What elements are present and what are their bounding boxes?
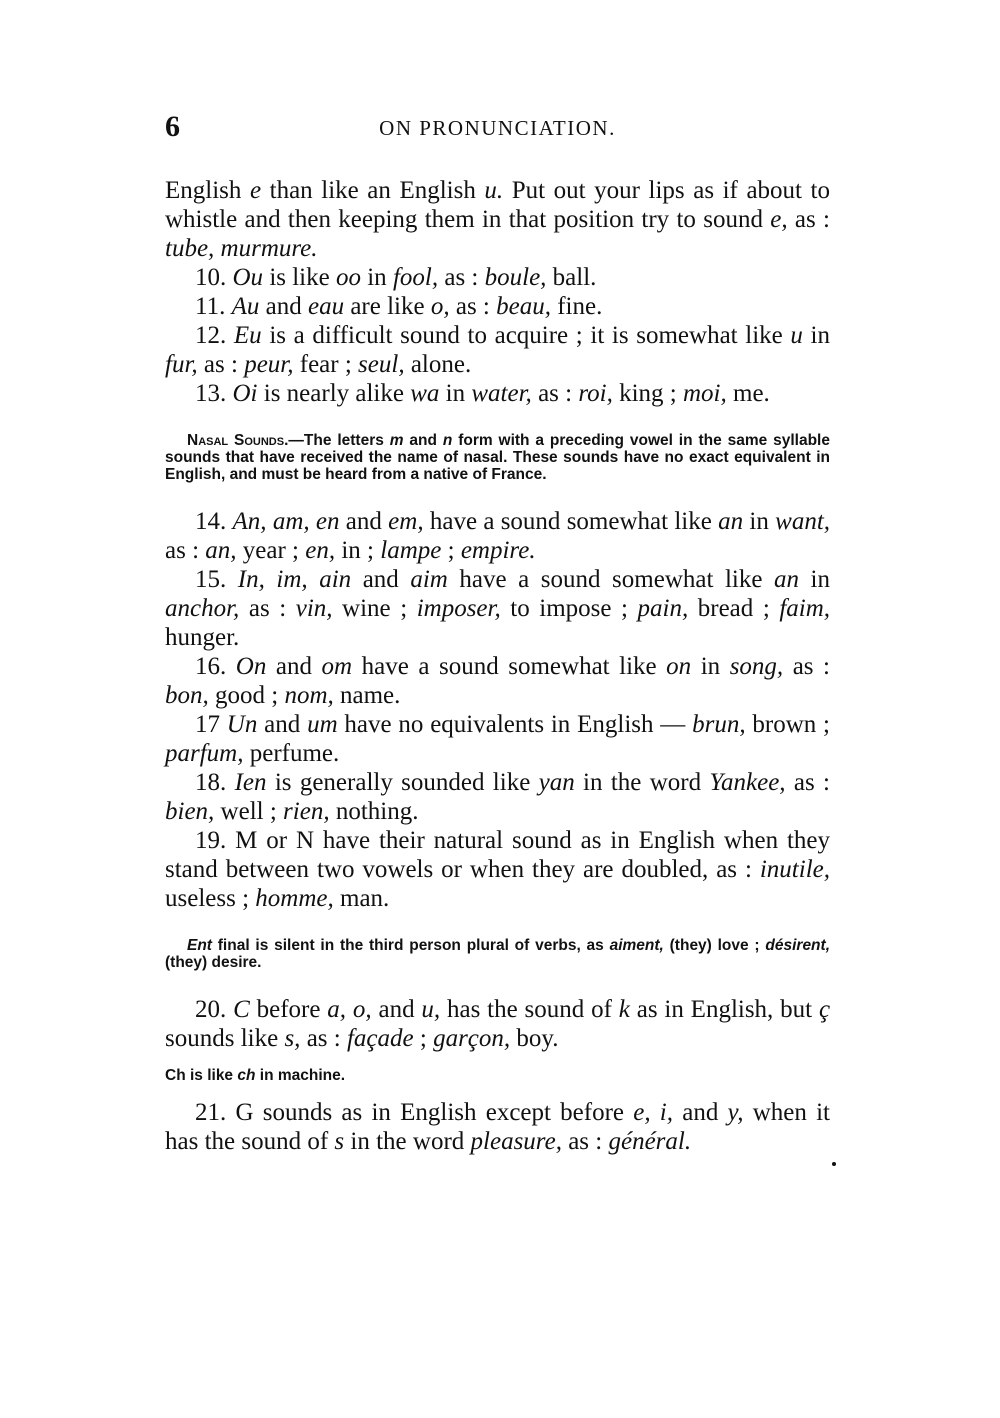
italic-run: boule, [484, 264, 547, 291]
text-run: in [799, 566, 830, 593]
paragraph-18 [165, 768, 830, 826]
italic-run: water, [471, 380, 532, 407]
text-run: brown ; [745, 711, 830, 738]
text-run: is generally sounded like [266, 769, 539, 796]
text-run: final is silent in the third person plural of verbs, as [211, 937, 610, 954]
italic-run: Yankee, [709, 769, 786, 796]
text-run: English [165, 177, 250, 204]
italic-run: s [334, 1128, 345, 1155]
italic-run: an [774, 566, 799, 593]
italic-run: Un [226, 711, 258, 738]
italic-run: fool, [392, 264, 439, 291]
text-run: Ch is like [165, 1067, 238, 1084]
ink-speck [832, 1162, 836, 1166]
italic-run: ch [237, 1067, 256, 1084]
italic-run: a, o, [327, 996, 372, 1023]
italic-run: beau, [496, 293, 551, 320]
text-run: and [259, 293, 308, 320]
text-run: in [743, 508, 776, 535]
text-run: as : [783, 653, 831, 680]
text-run: in the word [344, 1128, 471, 1155]
italic-run: bien, [165, 798, 215, 825]
text-run: good ; [208, 682, 285, 709]
text-run: fine. [550, 293, 603, 320]
text-run: 11. [195, 293, 232, 320]
text-run: me. [726, 380, 770, 407]
text-run: and [351, 566, 411, 593]
text-run: is nearly alike [257, 380, 411, 407]
italic-run: aim [410, 566, 448, 593]
text-run: have a sound somewhat like [352, 653, 667, 680]
text-run: in [691, 653, 730, 680]
italic-run: Eu [233, 322, 262, 349]
text-run: ; [441, 537, 461, 564]
text-run: 20. [195, 996, 234, 1023]
note-ent-final [165, 937, 830, 971]
text-run: as : [438, 264, 485, 291]
note-nasal-sounds [165, 432, 830, 483]
text-run: 12. [195, 322, 234, 349]
italic-run: want, [775, 508, 831, 535]
italic-run: tube, murmure. [165, 235, 318, 262]
page-number: 6 [165, 110, 180, 143]
text-run: 21. G sounds as in English except before [195, 1099, 634, 1126]
text-run: 17 [195, 711, 227, 738]
italic-run: lampe [380, 537, 442, 564]
italic-run: y, [727, 1099, 744, 1126]
text-run: —The letters [288, 432, 390, 449]
text-run: king ; [612, 380, 683, 407]
body-text [165, 176, 830, 1156]
italic-run: om [321, 653, 353, 680]
italic-run: song, [729, 653, 784, 680]
text-run: bread ; [688, 595, 780, 622]
text-run: when it has the sound of [165, 1099, 830, 1155]
text-run: ; [413, 1025, 434, 1052]
text-run: as : [300, 1025, 347, 1052]
text-run: in machine. [255, 1067, 346, 1084]
text-run: in [439, 380, 472, 407]
italic-run: inutile, [759, 856, 830, 883]
paragraph-21 [165, 1098, 830, 1156]
italic-run: rien, [283, 798, 330, 825]
italic-run: moi, [683, 380, 727, 407]
italic-run: anchor, [165, 595, 240, 622]
text-run: 18. [195, 769, 235, 796]
italic-run: eau [307, 293, 345, 320]
italic-run: u. [484, 177, 504, 204]
italic-run: vin, [295, 595, 333, 622]
italic-run: s, [284, 1025, 301, 1052]
text-run: as in English, but [629, 996, 819, 1023]
text-run: form with a preceding vowel in the same syllable sounds that have received the name of nasal. These sounds have no exact equivalent in English, and must be heard from a native of France. [165, 432, 830, 483]
text-run: have a sound somewhat like [447, 566, 774, 593]
italic-run: Ent [187, 937, 212, 954]
paragraph-11 [165, 292, 830, 321]
text-run: as : [561, 1128, 609, 1155]
text-run: as : [449, 293, 497, 320]
italic-run: pleasure, [470, 1128, 562, 1155]
text-run: (they) desire. [165, 954, 262, 971]
note-ch [165, 1067, 830, 1084]
italic-run: em, [388, 508, 424, 535]
italic-run: peur, [244, 351, 294, 378]
italic-run: Au [231, 293, 260, 320]
italic-run: seul, [358, 351, 405, 378]
text-run: have no equivalents in English — [337, 711, 693, 738]
paragraph-15 [165, 565, 830, 652]
text-run: are like [344, 293, 431, 320]
italic-run: désirent, [765, 937, 830, 954]
text-run: is like [263, 264, 336, 291]
text-run: as : [787, 206, 830, 233]
paragraph-10 [165, 263, 830, 292]
italic-run: yan [538, 769, 575, 796]
italic-run: empire. [460, 537, 536, 564]
italic-run: aiment, [609, 937, 664, 954]
text-run: boy. [510, 1025, 559, 1052]
text-run: in the word [574, 769, 710, 796]
italic-run: m [389, 432, 404, 449]
italic-run: Ien [234, 769, 267, 796]
italic-run: fur, [165, 351, 198, 378]
italic-run: An, am, en [232, 508, 340, 535]
italic-run: imposer, [416, 595, 501, 622]
text-run: in [802, 322, 830, 349]
text-run: and [673, 1099, 728, 1126]
text-run: and [339, 508, 389, 535]
text-run: and [266, 653, 322, 680]
text-run: useless ; [165, 885, 256, 912]
italic-run: Ou [232, 264, 264, 291]
paragraph-17 [165, 710, 830, 768]
text-run: and [371, 996, 422, 1023]
text-run: year ; [236, 537, 306, 564]
italic-run: pain, [637, 595, 689, 622]
italic-run: On [235, 653, 267, 680]
italic-run: nom, [284, 682, 334, 709]
text-run: hunger. [165, 624, 240, 651]
text-run: 19. M or N have their natural sound as in English when they stand between two vowels or when they are doubled, as : [165, 827, 830, 883]
page-header [165, 110, 830, 150]
text-run: and [257, 711, 308, 738]
italic-run: oo [335, 264, 361, 291]
italic-run: an [718, 508, 744, 535]
text-run: as : [197, 351, 245, 378]
text-run: has the sound of [440, 996, 619, 1023]
text-run: is a difficult sound to acquire ; it is somewhat like [261, 322, 791, 349]
text-run: 10. [195, 264, 233, 291]
text-run: sounds like [165, 1025, 285, 1052]
italic-run: u, [421, 996, 441, 1023]
italic-run: général. [608, 1128, 692, 1155]
italic-run: brun, [692, 711, 746, 738]
italic-run: an, [205, 537, 237, 564]
paragraph-12 [165, 321, 830, 379]
text-run: fear ; [293, 351, 359, 378]
text-run: in [360, 264, 393, 291]
text-run: have a sound somewhat like [423, 508, 719, 535]
italic-run: um [307, 711, 338, 738]
italic-run: ç [818, 996, 831, 1023]
text-run: perfume. [243, 740, 340, 767]
text-run: wine ; [332, 595, 417, 622]
italic-run: e [249, 177, 262, 204]
italic-run: n [442, 432, 453, 449]
text-run: 13. [195, 380, 233, 407]
text-run: as : [785, 769, 830, 796]
paragraph-16 [165, 652, 830, 710]
italic-run: e, [770, 206, 788, 233]
text-run: and [403, 432, 443, 449]
italic-run: garçon, [433, 1025, 511, 1052]
paragraph-continuation [165, 176, 830, 263]
text-run: as : [531, 380, 579, 407]
italic-run: parfum, [165, 740, 244, 767]
text-run: to impose ; [500, 595, 638, 622]
text-run: than like an English [261, 177, 485, 204]
italic-run: façade [346, 1025, 414, 1052]
text-run: Put out your lips as if about to whistle and then keeping them in that position try to sound [165, 177, 830, 233]
paragraph-14 [165, 507, 830, 565]
italic-run: faim, [779, 595, 831, 622]
italic-run: e, i, [633, 1099, 673, 1126]
text-run: as : [239, 595, 296, 622]
text-run: 14. [195, 508, 233, 535]
paragraph-19 [165, 826, 830, 913]
italic-run: wa [410, 380, 440, 407]
paragraph-13 [165, 379, 830, 408]
text-run: well ; [214, 798, 284, 825]
text-run: in ; [335, 537, 381, 564]
italic-run: homme, [255, 885, 334, 912]
text-run: (they) love ; [663, 937, 766, 954]
italic-run: en, [305, 537, 336, 564]
text-run: man. [333, 885, 390, 912]
italic-run: u [790, 322, 803, 349]
italic-run: Oi [232, 380, 258, 407]
text-run: name. [333, 682, 401, 709]
italic-run: on [666, 653, 692, 680]
italic-run: o, [430, 293, 450, 320]
small-caps-run: Nasal Sounds. [187, 432, 289, 449]
text-run: 15. [195, 566, 238, 593]
italic-run: bon, [165, 682, 209, 709]
text-run: as : [165, 537, 206, 564]
text-run: alone. [404, 351, 472, 378]
text-run: 16. [195, 653, 236, 680]
italic-run: roi, [578, 380, 613, 407]
italic-run: k [618, 996, 630, 1023]
running-title: ON PRONUNCIATION. [379, 116, 616, 140]
italic-run: In, im, ain [237, 566, 352, 593]
text-run: before [249, 996, 328, 1023]
italic-run: C [233, 996, 250, 1023]
paragraph-20 [165, 995, 830, 1053]
text-run: ball. [546, 264, 597, 291]
text-run: nothing. [329, 798, 419, 825]
